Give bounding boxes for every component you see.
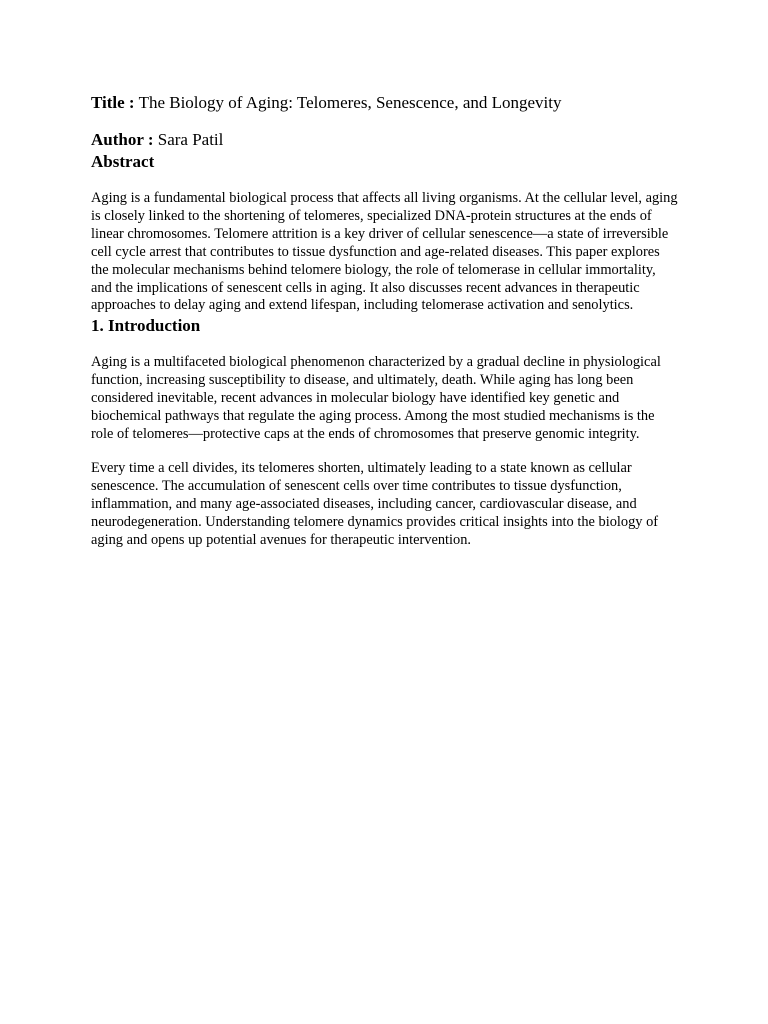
title-line — [91, 92, 679, 114]
introduction-paragraph-2: Every time a cell divides, its telomeres shorten, ultimately leading to a state known as cellular senescence. The accumulation of senescent cells over time contributes to tissue dysfunction, inflammation, and many age-associated diseases, including cancer, cardiovascular disease, and neurodegeneration. Understanding telomere dynamics provides critical insights into the biology of aging and opens up potential avenues for therapeutic intervention. — [91, 459, 659, 548]
author-label: Author : — [91, 130, 154, 149]
abstract-heading: Abstract — [91, 152, 155, 171]
document-content — [91, 92, 679, 549]
title-label: Title : — [91, 93, 135, 112]
abstract-paragraph: Aging is a fundamental biological process that affects all living organisms. At the cellular level, aging is closely linked to the shortening of telomeres, specialized DNA-protein structures at the ends of linear chromosomes. Telomere attrition is a key driver of cellular senescence—a state of irreversible cell cycle arrest that contributes to tissue dysfunction and age-related diseases. This paper explores the molecular mechanisms behind telomere biology, the role of telomerase in cellular immortality, and the implications of senescent cells in aging. It also discusses recent advances in therapeutic approaches to delay aging and extend lifespan, including telomerase activation and senolytics. — [91, 190, 678, 314]
introduction-heading: 1. Introduction — [91, 316, 201, 336]
author-name: Sara Patil — [157, 130, 224, 149]
paper-title: The Biology of Aging: Telomeres, Senescence, and Longevity — [138, 93, 562, 112]
author-line — [91, 129, 679, 151]
introduction-paragraph-1: Aging is a multifaceted biological phenomenon characterized by a gradual decline in physiological function, increasing susceptibility to disease, and ultimately, death. While aging has long been considered inevitable, recent advances in molecular biology have identified key genetic and biochemical pathways that regulate the aging process. Among the most studied mechanisms is the role of telomeres—protective caps at the ends of chromosomes that preserve genomic integrity. — [91, 354, 661, 442]
